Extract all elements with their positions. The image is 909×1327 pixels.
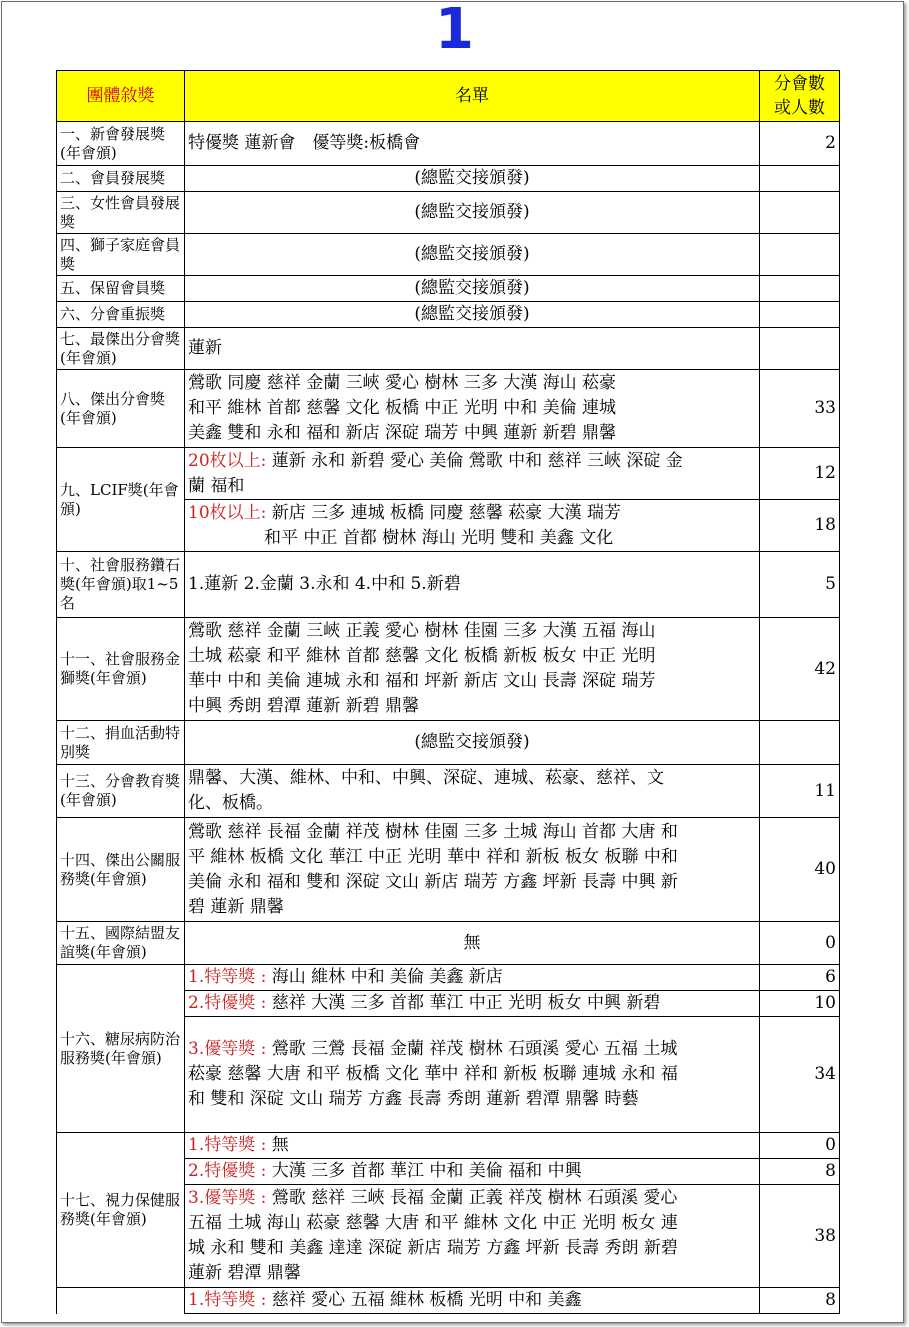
tier-label: 10枚以上: <box>188 502 267 523</box>
table-row <box>57 234 840 276</box>
award-count <box>760 302 840 328</box>
award-category: 三、女性會員發展獎 <box>57 192 185 234</box>
award-category: 十一、社會服務金獅獎(年會頒) <box>57 618 185 721</box>
award-names <box>185 370 760 448</box>
names-text: 蓮新 永和 新碧 愛心 美倫 鶯歌 中和 慈祥 三峽 深碇 金 <box>266 450 683 471</box>
table-row <box>57 618 840 721</box>
award-category: 二、會員發展獎 <box>57 166 185 192</box>
award-names: (總監交接頒發) <box>185 276 760 302</box>
award-names: (總監交接頒發) <box>185 166 760 192</box>
award-count: 10 <box>760 991 840 1017</box>
table-row <box>57 818 840 922</box>
award-names: 特優獎 蓮新會 優等獎:板橋會 <box>185 122 760 166</box>
award-names: (總監交接頒發) <box>185 192 760 234</box>
award-category: 八、傑出分會獎(年會頒) <box>57 370 185 448</box>
names-text: 大漢 三多 首都 華江 中和 美倫 福和 中興 <box>266 1161 582 1181</box>
table-row <box>57 166 840 192</box>
table-row <box>57 1133 840 1159</box>
tier-label: 1.特等獎 : <box>188 1290 267 1310</box>
names-text: 和平 中正 首都 樹林 海山 光明 雙和 美鑫 文化 <box>264 527 614 548</box>
names-line: 鶯歌 同慶 慈祥 金蘭 三峽 愛心 樹林 三多 大漢 海山 菘豪 <box>188 373 617 393</box>
table-row <box>57 1288 840 1314</box>
award-count: 40 <box>760 818 840 922</box>
names-line: 華中 中和 美倫 連城 永和 福和 坪新 新店 文山 長壽 深碇 瑞芳 <box>188 671 656 691</box>
header-count-line1: 分會數 <box>774 74 825 94</box>
names-text: 鶯歌 三鶯 長福 金蘭 祥茂 樹林 石頭溪 愛心 五福 土城 <box>266 1039 678 1059</box>
table-row <box>57 965 840 991</box>
award-category: 十二、捐血活動特別獎 <box>57 721 185 765</box>
award-category: 十五、國際結盟友誼獎(年會頒) <box>57 922 185 965</box>
names-line: 蘭 福和 <box>188 475 245 496</box>
names-line: 菘豪 慈馨 大唐 和平 板橋 文化 華中 祥和 新板 板聯 連城 永和 福 <box>188 1064 678 1084</box>
names-line <box>188 1037 756 1062</box>
names-line <box>188 449 756 474</box>
award-names <box>185 1185 760 1288</box>
tier-label: 2.特優獎 : <box>188 993 267 1013</box>
table-row <box>57 328 840 370</box>
names-line: 鶯歌 慈祥 金蘭 三峽 正義 愛心 樹林 佳園 三多 大漢 五福 海山 <box>188 621 656 641</box>
award-category: 五、保留會員獎 <box>57 276 185 302</box>
award-names <box>185 1288 760 1314</box>
award-category: 十七、視力保健服務獎(年會頒) <box>57 1133 185 1288</box>
names-text: 海山 維林 中和 美倫 美鑫 新店 <box>266 967 503 987</box>
award-names <box>185 1159 760 1185</box>
award-count <box>760 166 840 192</box>
award-count: 34 <box>760 1017 840 1133</box>
award-count: 18 <box>760 500 840 552</box>
award-count <box>760 192 840 234</box>
award-names <box>185 765 760 818</box>
names-text: 新店 三多 連城 板橋 同慶 慈馨 菘豪 大漢 瑞芳 <box>266 502 621 523</box>
award-category: 六、分會重振獎 <box>57 302 185 328</box>
table-row <box>57 122 840 166</box>
table-row <box>57 552 840 618</box>
names-line: 五福 土城 海山 菘豪 慈馨 大唐 和平 維林 文化 中正 光明 板女 連 <box>188 1213 678 1233</box>
award-category: 十四、傑出公關服務獎(年會頒) <box>57 818 185 922</box>
award-names: 1.蓮新 2.金蘭 3.永和 4.中和 5.新碧 <box>185 552 760 618</box>
award-names: (總監交接頒發) <box>185 234 760 276</box>
award-count: 33 <box>760 370 840 448</box>
header-count <box>760 71 840 122</box>
table-row <box>57 922 840 965</box>
award-count: 2 <box>760 122 840 166</box>
award-category: 七、最傑出分會獎(年會頒) <box>57 328 185 370</box>
award-names <box>185 991 760 1017</box>
names-line: 美鑫 雙和 永和 福和 新店 深碇 瑞芳 中興 蓮新 新碧 鼎馨 <box>188 423 617 443</box>
award-count: 5 <box>760 552 840 618</box>
table-row <box>57 302 840 328</box>
award-category <box>57 1288 185 1314</box>
table-row <box>57 370 840 448</box>
tier-label: 3.優等獎 : <box>188 1188 267 1208</box>
tier-label: 1.特等獎 : <box>188 967 267 987</box>
header-names: 名單 <box>185 71 760 122</box>
table-row <box>57 721 840 765</box>
award-category: 十、社會服務鑽石獎(年會頒)取1~5名 <box>57 552 185 618</box>
award-names <box>185 448 760 500</box>
tier-label: 3.優等獎 : <box>188 1039 267 1059</box>
names-line: 土城 菘豪 和平 維林 首都 慈馨 文化 板橋 新板 板女 中正 光明 <box>188 646 656 666</box>
names-text: 鶯歌 慈祥 三峽 長福 金蘭 正義 祥茂 樹林 石頭溪 愛心 <box>266 1188 678 1208</box>
names-line: 中興 秀朗 碧潭 蓮新 新碧 鼎馨 <box>188 696 420 716</box>
award-count: 0 <box>760 1133 840 1159</box>
award-count <box>760 276 840 302</box>
tier-label: 1.特等獎 : <box>188 1135 267 1155</box>
names-line: 美倫 永和 福和 雙和 深碇 文山 新店 瑞芳 方鑫 坪新 長壽 中興 新 <box>188 871 678 892</box>
award-category: 十六、糖尿病防治服務獎(年會頒) <box>57 965 185 1133</box>
names-line <box>188 526 756 551</box>
award-names: (總監交接頒發) <box>185 302 760 328</box>
award-names: (總監交接頒發) <box>185 721 760 765</box>
names-line: 化、板橋。 <box>188 793 273 813</box>
award-names <box>185 818 760 922</box>
award-names: 無 <box>185 922 760 965</box>
names-line: 碧 蓮新 鼎馨 <box>188 896 284 917</box>
award-category: 一、新會發展獎(年會頒) <box>57 122 185 166</box>
award-count: 11 <box>760 765 840 818</box>
names-line: 和平 維林 首都 慈馨 文化 板橋 中正 光明 中和 美倫 連城 <box>188 398 617 418</box>
award-count: 42 <box>760 618 840 721</box>
award-count: 8 <box>760 1159 840 1185</box>
award-names <box>185 965 760 991</box>
award-count: 12 <box>760 448 840 500</box>
names-text: 慈祥 大漢 三多 首都 華江 中正 光明 板女 中興 新碧 <box>266 993 661 1013</box>
award-names <box>185 618 760 721</box>
table-row <box>57 276 840 302</box>
names-line: 平 維林 板橋 文化 華江 中正 光明 華中 祥和 新板 板女 板聯 中和 <box>188 846 678 867</box>
tier-label: 20枚以上: <box>188 450 267 471</box>
award-count <box>760 328 840 370</box>
award-count: 6 <box>760 965 840 991</box>
award-count: 38 <box>760 1185 840 1288</box>
header-count-line2: 或人數 <box>774 98 825 118</box>
award-names: 蓮新 <box>185 328 760 370</box>
names-text: 慈祥 愛心 五福 維林 板橋 光明 中和 美鑫 <box>266 1290 582 1310</box>
names-line: 城 永和 雙和 美鑫 達達 深碇 新店 瑞芳 方鑫 坪新 長壽 秀朗 新碧 <box>188 1238 678 1258</box>
names-line: 鶯歌 慈祥 長福 金蘭 祥茂 樹林 佳園 三多 土城 海山 首都 大唐 和 <box>188 821 678 842</box>
names-line <box>188 1186 756 1211</box>
awards-table <box>56 70 840 1314</box>
header-category: 團體敘獎 <box>57 71 185 122</box>
award-category: 四、獅子家庭會員獎 <box>57 234 185 276</box>
names-line <box>188 501 756 526</box>
names-text: 無 <box>266 1135 289 1155</box>
table-row <box>57 192 840 234</box>
tier-label: 2.特優獎 : <box>188 1161 267 1181</box>
award-count: 8 <box>760 1288 840 1314</box>
award-category: 十三、分會教育獎(年會頒) <box>57 765 185 818</box>
table-row <box>57 448 840 500</box>
award-names <box>185 1017 760 1133</box>
award-count: 0 <box>760 922 840 965</box>
page-number: 1 <box>435 0 474 62</box>
award-count <box>760 234 840 276</box>
award-category: 九、LCIF獎(年會頒) <box>57 448 185 552</box>
names-line: 蓮新 碧潭 鼎馨 <box>188 1263 301 1283</box>
award-names <box>185 500 760 552</box>
names-line: 和 雙和 深碇 文山 瑞芳 方鑫 長壽 秀朗 蓮新 碧潭 鼎馨 時藝 <box>188 1089 639 1109</box>
names-line: 鼎馨、大漢、維林、中和、中興、深碇、連城、菘豪、慈祥、文 <box>188 768 664 788</box>
award-names <box>185 1133 760 1159</box>
award-count <box>760 721 840 765</box>
table-row <box>57 765 840 818</box>
table-header-row <box>57 71 840 122</box>
